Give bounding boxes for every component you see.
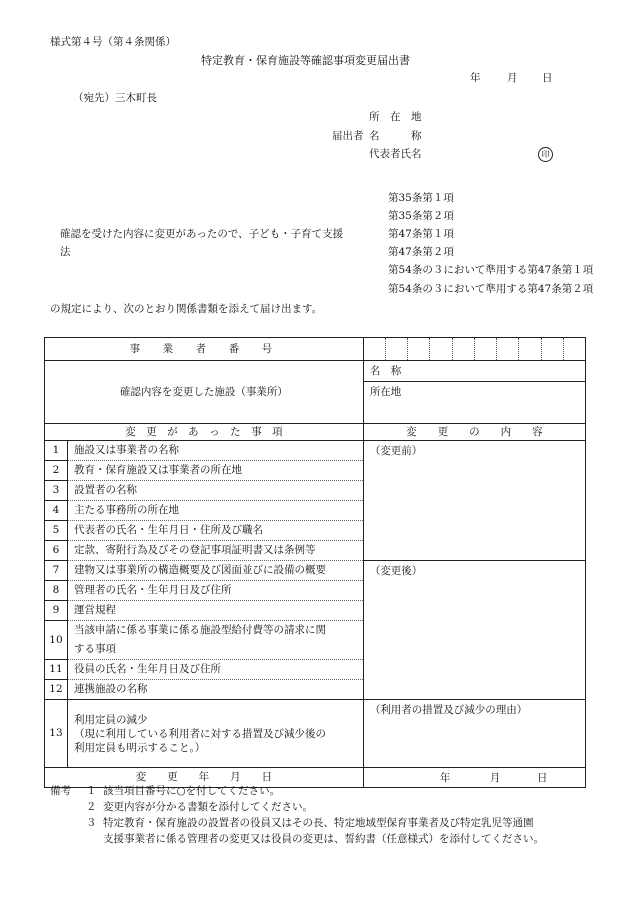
change-items-table: [44, 337, 586, 788]
article-2: 第35条第２項: [388, 210, 454, 222]
facility-name-label: 名 称: [369, 364, 402, 377]
item-3-label: 設置者の名称: [67, 481, 363, 501]
facility-name-field[interactable]: [363, 361, 585, 382]
note-3-text-line2: 支援事業者に係る管理者の変更又は役員の変更は、誓約書（任意様式）を添付してください。: [103, 833, 544, 845]
before-change-field[interactable]: [363, 441, 585, 561]
facility-address-label: 所在地: [369, 386, 402, 398]
after-change-field[interactable]: [363, 561, 585, 700]
item-7-num: 7: [45, 561, 68, 581]
date-day: 日: [542, 72, 553, 84]
addressee: （宛先）三木町長: [73, 92, 157, 104]
item-10-label-line1: 当該申請に係る事業に係る施設型給付費等の請求に関: [73, 624, 326, 636]
item-4-label: 主たる事務所の所在地: [67, 501, 363, 521]
date-month: 月: [507, 72, 518, 84]
item-4-num: 4: [45, 501, 68, 521]
item-8-num: 8: [45, 581, 68, 601]
item-13-label: [67, 700, 363, 768]
facility-address-field[interactable]: [363, 382, 585, 424]
note-1-num: １: [86, 785, 97, 797]
item-6-label: 定款、寄附行為及びその登記事項証明書又は条例等: [67, 541, 363, 561]
item-2-label: 教育・保育施設又は事業者の所在地: [67, 461, 363, 481]
form-number: 様式第４号（第４条関係）: [50, 36, 176, 48]
facility-label: 確認内容を変更した施設（事業所）: [45, 361, 364, 424]
item-2-num: 2: [45, 461, 68, 481]
item-9-num: 9: [45, 601, 68, 621]
reason-field[interactable]: [363, 700, 585, 768]
date-year: 年: [470, 72, 481, 84]
seal-mark: 印: [538, 147, 553, 162]
article-5: 第54条の３において準用する第47条第１項: [388, 264, 594, 276]
item-13-label-line2: （現に利用している利用者に対する措置及び減少後の: [73, 727, 326, 740]
document-title: 特定教育・保育施設等確認事項変更届出書: [201, 54, 410, 67]
item-3-num: 3: [45, 481, 68, 501]
change-date-field[interactable]: [363, 768, 585, 788]
before-label: （変更前）: [369, 445, 423, 457]
item-10-label: [67, 621, 363, 660]
business-number-cells[interactable]: [363, 338, 585, 361]
intro-text-line1: 確認を受けた内容に変更があったので、子ども・子育て支援: [60, 228, 344, 240]
item-8-label: 管理者の氏名・生年月日及び住所: [67, 581, 363, 601]
change-date-year: 年: [439, 772, 451, 784]
item-11-num: 11: [45, 660, 68, 680]
item-7-label: 建物又は事業所の構造概要及び図面並びに設備の概要: [67, 561, 363, 581]
item-5-num: 5: [45, 521, 68, 541]
article-4: 第47条第２項: [388, 246, 454, 258]
item-13-label-line3: 利用定員も明示すること。）: [73, 741, 206, 754]
item-13-label-line1: 利用定員の減少: [73, 713, 148, 726]
notifier-name-label: 名 称: [369, 130, 422, 142]
notes-label: 備考: [50, 785, 71, 797]
item-10-label-line2: する事項: [73, 643, 116, 655]
article-3: 第47条第１項: [388, 228, 454, 240]
item-1-num: 1: [45, 441, 68, 461]
note-3-num: ３: [86, 817, 97, 829]
after-label: （変更後）: [369, 565, 423, 577]
item-12-label: 連携施設の名称: [67, 680, 363, 700]
intro-closing: の規定により、次のとおり関係書類を添えて届け出ます。: [50, 303, 323, 315]
item-11-label: 役員の氏名・生年月日及び住所: [67, 660, 363, 680]
item-9-label: 運営規程: [67, 601, 363, 621]
notifier-label: 届出者: [332, 130, 364, 142]
business-number-label: 事 業 者 番 号: [45, 338, 364, 361]
item-12-num: 12: [45, 680, 68, 700]
reason-label: （利用者の措置及び減少の理由）: [369, 704, 528, 716]
note-2-num: ２: [86, 801, 97, 813]
article-1: 第35条第１項: [388, 192, 454, 204]
notifier-representative-label: 代表者氏名: [369, 148, 422, 160]
article-6: 第54条の３において準用する第47条第２項: [388, 283, 594, 295]
item-13-num: 13: [45, 700, 68, 768]
change-date-label: 変 更 年 月 日: [45, 768, 364, 788]
change-date-day: 日: [536, 772, 548, 784]
intro-text-line2: 法: [60, 246, 71, 258]
notifier-address-label: 所 在 地: [369, 111, 422, 123]
note-3-text: 特定教育・保育施設の設置者の役員又はその長、特定地域型保育事業者及び特定乳児等通園: [103, 817, 534, 829]
note-2-text: 変更内容が分かる書類を添付してください。: [103, 801, 313, 813]
item-6-num: 6: [45, 541, 68, 561]
change-content-header: 変 更 の 内 容: [363, 424, 585, 441]
item-1-label: 施設又は事業者の名称: [67, 441, 363, 461]
item-10-num: 10: [45, 621, 68, 660]
changed-items-header: 変 更 が あ っ た 事 項: [45, 424, 364, 441]
change-date-month: 月: [489, 772, 501, 784]
note-1-text: 該当項目番号に○を付してください。: [103, 785, 281, 797]
item-5-label: 代表者の氏名・生年月日・住所及び職名: [67, 521, 363, 541]
